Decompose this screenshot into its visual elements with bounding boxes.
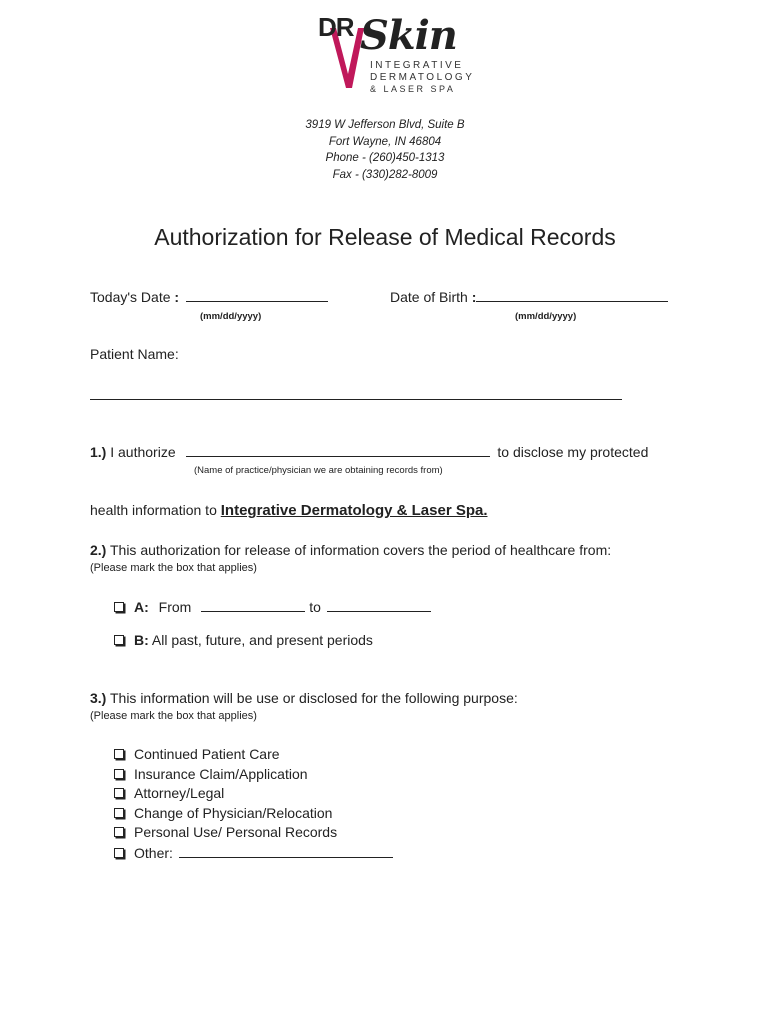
- section-1-number: 1.): [90, 444, 107, 460]
- recipient-name: Integrative Dermatology & Laser Spa.: [220, 502, 488, 519]
- period-option-b: [114, 632, 373, 648]
- period-option-a-label: A:: [134, 599, 149, 615]
- logo-line-1: INTEGRATIVE: [370, 60, 464, 71]
- period-from-field[interactable]: [201, 598, 305, 612]
- address-city: Fort Wayne, IN 46804: [328, 136, 442, 148]
- purpose-checkbox[interactable]: [114, 788, 124, 798]
- section-3-hint: (Please mark the box that applies): [90, 710, 257, 722]
- purpose-label: Attorney/Legal: [134, 785, 225, 801]
- period-option-b-text: All past, future, and present periods: [151, 632, 373, 648]
- purpose-label: Personal Use/ Personal Records: [134, 824, 338, 840]
- dob-colon: :: [471, 289, 477, 305]
- todays-date-label: Today's Date: [90, 289, 171, 305]
- purpose-checkbox[interactable]: [114, 749, 124, 759]
- section-3-row: [90, 690, 518, 706]
- authorized-practice-field[interactable]: [186, 443, 490, 457]
- section-3-number: 3.): [90, 690, 107, 706]
- section-1-text-c: health information to: [90, 502, 217, 518]
- address-phone: Phone - (260)450-1313: [325, 152, 445, 164]
- todays-date-colon: :: [174, 289, 180, 305]
- logo-line-3: & LASER SPA: [370, 84, 456, 94]
- purpose-option: [114, 766, 308, 782]
- purpose-checkbox[interactable]: [114, 848, 124, 858]
- purpose-option: [114, 746, 280, 762]
- logo-line-2: DERMATOLOGY: [370, 72, 475, 83]
- practice-logo: [318, 8, 475, 94]
- patient-name-label: Patient Name:: [90, 346, 179, 362]
- period-option-a: [114, 598, 431, 615]
- section-1-recipient-row: [90, 502, 488, 519]
- address-fax: Fax - (330)282-8009: [332, 169, 438, 181]
- section-2-text: This authorization for release of information covers the period of healthcare from:: [109, 542, 612, 558]
- section-1-row: [90, 443, 648, 460]
- period-to-field[interactable]: [327, 598, 431, 612]
- dob-label: Date of Birth: [390, 289, 468, 305]
- purpose-option-other: [114, 844, 393, 861]
- patient-name-field[interactable]: [90, 387, 622, 400]
- period-from-label: From: [158, 599, 192, 615]
- todays-date-field[interactable]: [186, 288, 328, 302]
- todays-date-format-hint: (mm/dd/yyyy): [200, 311, 262, 322]
- purpose-option: [114, 805, 332, 821]
- period-option-b-checkbox[interactable]: [114, 635, 124, 645]
- address-street: 3919 W Jefferson Blvd, Suite B: [305, 119, 465, 131]
- purpose-label: Other:: [134, 845, 173, 861]
- logo-skin-text: Skin: [360, 12, 457, 59]
- purpose-option: [114, 824, 337, 840]
- section-2-row: [90, 542, 611, 558]
- dob-format-hint: (mm/dd/yyyy): [515, 311, 577, 322]
- todays-date-row: [90, 288, 328, 305]
- period-option-b-label: B:: [134, 632, 149, 648]
- page-title: Authorization for Release of Medical Records: [154, 224, 616, 250]
- purpose-checkbox[interactable]: [114, 769, 124, 779]
- section-2-hint: (Please mark the box that applies): [90, 562, 257, 574]
- logo-dr-text: DR: [318, 12, 354, 42]
- purpose-checkbox[interactable]: [114, 827, 124, 837]
- purpose-label: Insurance Claim/Application: [134, 766, 308, 782]
- purpose-other-field[interactable]: [179, 844, 393, 858]
- period-option-a-checkbox[interactable]: [114, 602, 124, 612]
- section-3-text: This information will be use or disclosed for the following purpose:: [109, 690, 518, 706]
- purpose-label: Continued Patient Care: [134, 746, 280, 762]
- section-1-text-a: I authorize: [110, 444, 176, 460]
- section-2-number: 2.): [90, 542, 107, 558]
- period-to-label: to: [309, 599, 321, 615]
- purpose-option: [114, 785, 224, 801]
- dob-field[interactable]: [476, 288, 668, 302]
- purpose-label: Change of Physician/Relocation: [134, 805, 333, 821]
- section-1-hint: (Name of practice/physician we are obtaining records from): [194, 465, 443, 476]
- section-1-text-b: to disclose my protected: [497, 444, 649, 460]
- dob-row: [390, 288, 668, 305]
- purpose-checkbox[interactable]: [114, 808, 124, 818]
